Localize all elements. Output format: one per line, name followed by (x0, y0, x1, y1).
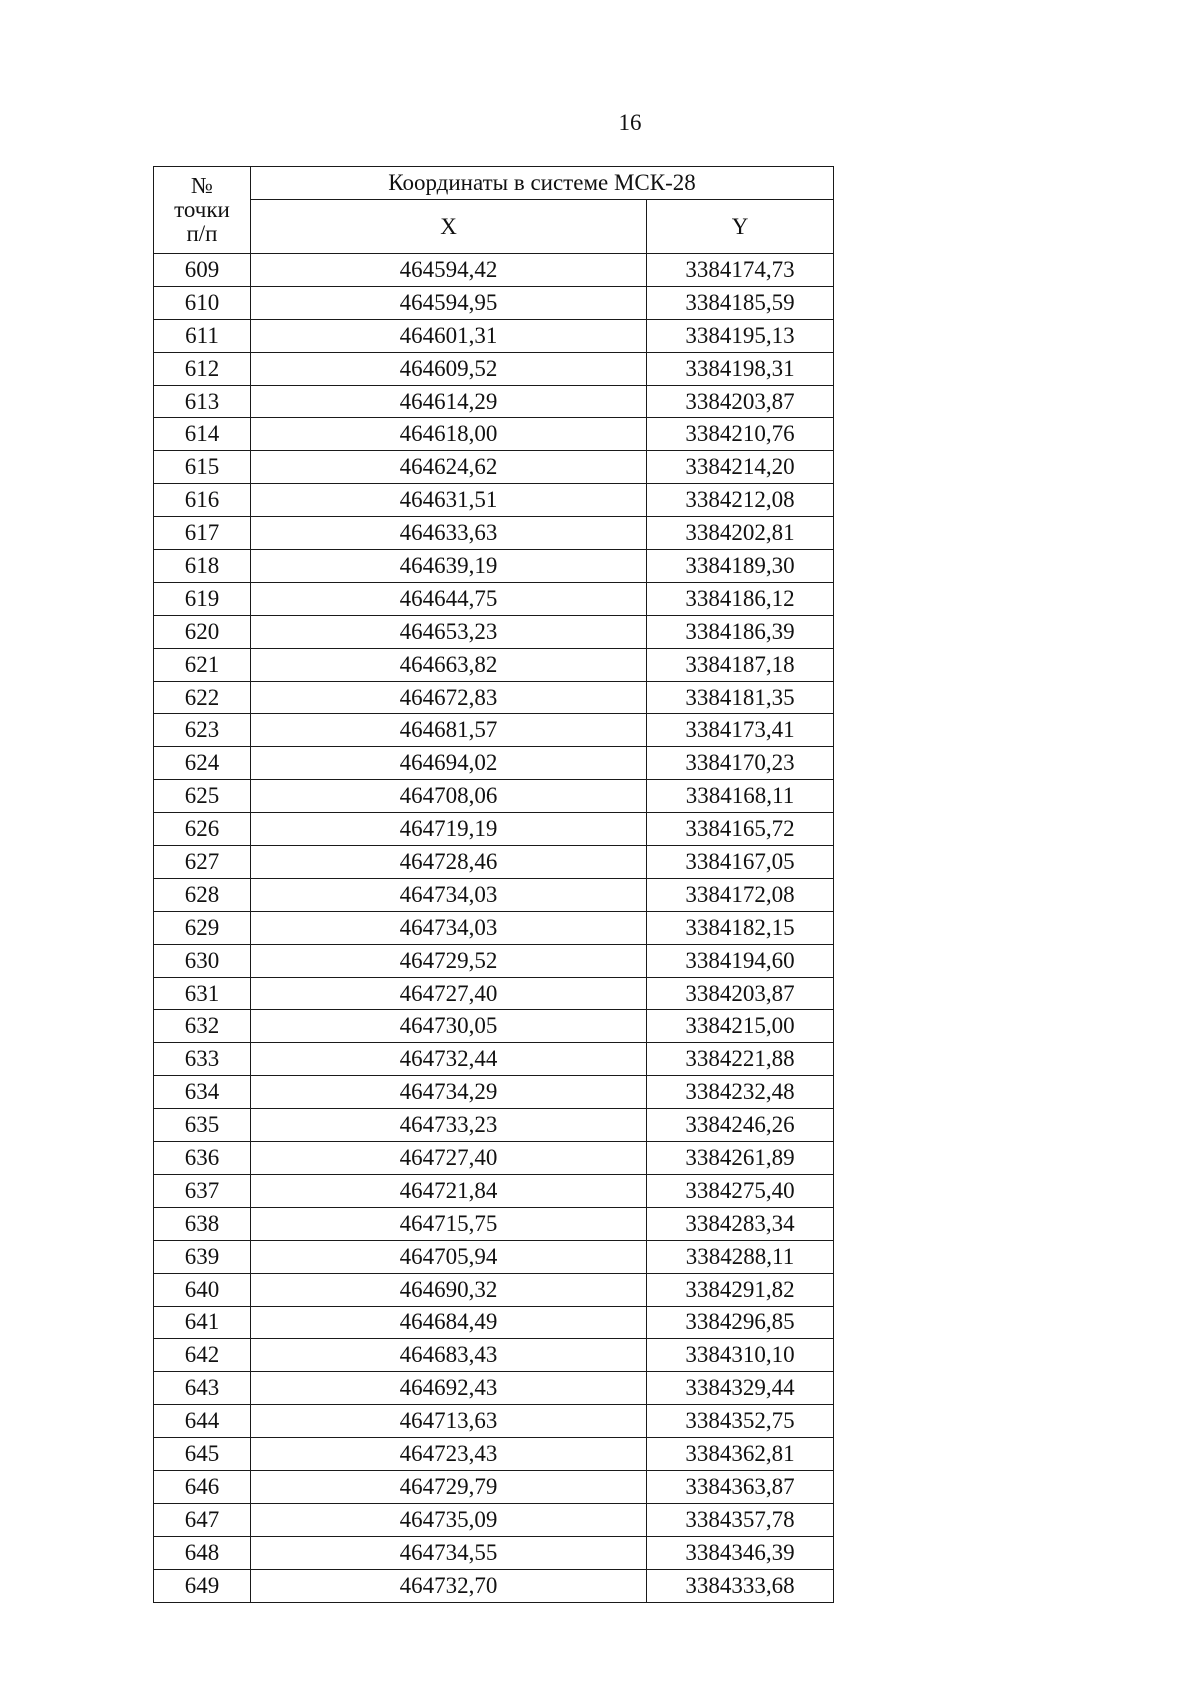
table-row (154, 1503, 834, 1536)
table-row (154, 319, 834, 352)
table-row (154, 747, 834, 780)
point-number-cell: 616 (154, 484, 251, 517)
page-number: 16 (618, 110, 642, 135)
x-coordinate-cell: 464719,19 (251, 813, 647, 846)
table-row (154, 878, 834, 911)
x-coordinate-cell: 464663,82 (251, 648, 647, 681)
y-coordinate-cell: 3384198,31 (647, 352, 834, 385)
y-coordinate-cell: 3384310,10 (647, 1339, 834, 1372)
x-coordinate-cell: 464618,00 (251, 418, 647, 451)
table-row (154, 352, 834, 385)
point-number-cell: 641 (154, 1306, 251, 1339)
x-coordinate-cell: 464733,23 (251, 1109, 647, 1142)
x-coordinate-cell: 464708,06 (251, 780, 647, 813)
x-coordinate-cell: 464614,29 (251, 385, 647, 418)
x-coordinate-cell: 464692,43 (251, 1372, 647, 1405)
y-coordinate-cell: 3384221,88 (647, 1043, 834, 1076)
x-coordinate-cell: 464594,42 (251, 254, 647, 287)
y-coordinate-cell: 3384215,00 (647, 1010, 834, 1043)
y-coordinate-cell: 3384174,73 (647, 254, 834, 287)
table-row (154, 846, 834, 879)
point-number-cell: 644 (154, 1405, 251, 1438)
x-coordinate-cell: 464705,94 (251, 1240, 647, 1273)
table-row (154, 385, 834, 418)
point-number-header-line1: № (191, 173, 213, 198)
table-row (154, 1207, 834, 1240)
y-coordinate-cell: 3384168,11 (647, 780, 834, 813)
y-coordinate-cell: 3384352,75 (647, 1405, 834, 1438)
point-number-cell: 618 (154, 550, 251, 583)
point-number-cell: 642 (154, 1339, 251, 1372)
table-row (154, 1470, 834, 1503)
table-body (154, 254, 834, 1603)
y-coordinate-cell: 3384182,15 (647, 911, 834, 944)
y-coordinate-cell: 3384203,87 (647, 385, 834, 418)
point-number-header-line2: точки (174, 197, 230, 222)
table-row (154, 418, 834, 451)
point-number-cell: 613 (154, 385, 251, 418)
table-row (154, 1536, 834, 1569)
y-coordinate-cell: 3384170,23 (647, 747, 834, 780)
point-number-cell: 640 (154, 1273, 251, 1306)
x-coordinate-cell: 464734,55 (251, 1536, 647, 1569)
table-row (154, 550, 834, 583)
table-row (154, 1076, 834, 1109)
point-number-cell: 649 (154, 1569, 251, 1602)
y-coordinate-cell: 3384173,41 (647, 714, 834, 747)
table-row (154, 1010, 834, 1043)
table-row (154, 1174, 834, 1207)
point-number-cell: 627 (154, 846, 251, 879)
point-number-cell: 624 (154, 747, 251, 780)
point-number-cell: 621 (154, 648, 251, 681)
point-number-cell: 648 (154, 1536, 251, 1569)
table-row (154, 517, 834, 550)
point-number-cell: 636 (154, 1142, 251, 1175)
point-number-header-line3: п/п (186, 221, 218, 246)
y-coordinate-cell: 3384194,60 (647, 944, 834, 977)
y-coordinate-cell: 3384283,34 (647, 1207, 834, 1240)
point-number-cell: 622 (154, 681, 251, 714)
point-number-cell: 646 (154, 1470, 251, 1503)
x-column-header: X (251, 200, 647, 254)
table-row (154, 1306, 834, 1339)
x-coordinate-cell: 464633,63 (251, 517, 647, 550)
x-coordinate-cell: 464723,43 (251, 1438, 647, 1471)
point-number-cell: 620 (154, 615, 251, 648)
y-coordinate-cell: 3384346,39 (647, 1536, 834, 1569)
point-number-cell: 631 (154, 977, 251, 1010)
y-coordinate-cell: 3384214,20 (647, 451, 834, 484)
table-row (154, 1405, 834, 1438)
y-coordinate-cell: 3384202,81 (647, 517, 834, 550)
y-coordinate-cell: 3384275,40 (647, 1174, 834, 1207)
point-number-cell: 630 (154, 944, 251, 977)
x-coordinate-cell: 464713,63 (251, 1405, 647, 1438)
point-number-cell: 639 (154, 1240, 251, 1273)
point-number-cell: 645 (154, 1438, 251, 1471)
y-coordinate-cell: 3384186,39 (647, 615, 834, 648)
y-coordinate-cell: 3384261,89 (647, 1142, 834, 1175)
x-coordinate-cell: 464631,51 (251, 484, 647, 517)
x-coordinate-cell: 464729,79 (251, 1470, 647, 1503)
y-coordinate-cell: 3384246,26 (647, 1109, 834, 1142)
x-coordinate-cell: 464672,83 (251, 681, 647, 714)
x-coordinate-cell: 464609,52 (251, 352, 647, 385)
x-coordinate-cell: 464601,31 (251, 319, 647, 352)
table-row (154, 582, 834, 615)
y-coordinate-cell: 3384288,11 (647, 1240, 834, 1273)
coordinates-table (153, 166, 834, 1603)
x-coordinate-cell: 464734,03 (251, 911, 647, 944)
y-coordinate-cell: 3384167,05 (647, 846, 834, 879)
point-number-cell: 626 (154, 813, 251, 846)
table-row (154, 484, 834, 517)
y-coordinate-cell: 3384232,48 (647, 1076, 834, 1109)
table-row (154, 944, 834, 977)
point-number-cell: 623 (154, 714, 251, 747)
point-number-cell: 638 (154, 1207, 251, 1240)
table-row (154, 1438, 834, 1471)
x-coordinate-cell: 464734,29 (251, 1076, 647, 1109)
point-number-header (154, 167, 251, 254)
point-number-cell: 625 (154, 780, 251, 813)
x-coordinate-cell: 464729,52 (251, 944, 647, 977)
x-coordinate-cell: 464690,32 (251, 1273, 647, 1306)
table-header (154, 167, 834, 254)
table-row (154, 813, 834, 846)
table-row (154, 714, 834, 747)
x-coordinate-cell: 464734,03 (251, 878, 647, 911)
point-number-cell: 609 (154, 254, 251, 287)
point-number-cell: 628 (154, 878, 251, 911)
point-number-cell: 634 (154, 1076, 251, 1109)
x-coordinate-cell: 464728,46 (251, 846, 647, 879)
x-coordinate-cell: 464653,23 (251, 615, 647, 648)
x-coordinate-cell: 464730,05 (251, 1010, 647, 1043)
y-coordinate-cell: 3384185,59 (647, 286, 834, 319)
table-row (154, 1142, 834, 1175)
x-coordinate-cell: 464694,02 (251, 747, 647, 780)
y-coordinate-cell: 3384363,87 (647, 1470, 834, 1503)
y-coordinate-cell: 3384357,78 (647, 1503, 834, 1536)
table-row (154, 615, 834, 648)
x-coordinate-cell: 464727,40 (251, 1142, 647, 1175)
point-number-cell: 647 (154, 1503, 251, 1536)
x-coordinate-cell: 464732,70 (251, 1569, 647, 1602)
table-row (154, 254, 834, 287)
y-coordinate-cell: 3384165,72 (647, 813, 834, 846)
point-number-cell: 635 (154, 1109, 251, 1142)
point-number-cell: 612 (154, 352, 251, 385)
table-row (154, 911, 834, 944)
y-coordinate-cell: 3384189,30 (647, 550, 834, 583)
y-column-header: Y (647, 200, 834, 254)
y-coordinate-cell: 3384203,87 (647, 977, 834, 1010)
y-coordinate-cell: 3384333,68 (647, 1569, 834, 1602)
point-number-cell: 614 (154, 418, 251, 451)
coordinate-system-header: Координаты в системе МСК-28 (251, 167, 834, 200)
x-coordinate-cell: 464639,19 (251, 550, 647, 583)
point-number-cell: 619 (154, 582, 251, 615)
point-number-cell: 637 (154, 1174, 251, 1207)
point-number-cell: 617 (154, 517, 251, 550)
table-row (154, 780, 834, 813)
y-coordinate-cell: 3384186,12 (647, 582, 834, 615)
table-row (154, 1273, 834, 1306)
point-number-cell: 632 (154, 1010, 251, 1043)
y-coordinate-cell: 3384291,82 (647, 1273, 834, 1306)
table-row (154, 286, 834, 319)
y-coordinate-cell: 3384195,13 (647, 319, 834, 352)
y-coordinate-cell: 3384362,81 (647, 1438, 834, 1471)
table-row (154, 1339, 834, 1372)
x-coordinate-cell: 464644,75 (251, 582, 647, 615)
y-coordinate-cell: 3384181,35 (647, 681, 834, 714)
table-row (154, 977, 834, 1010)
y-coordinate-cell: 3384172,08 (647, 878, 834, 911)
x-coordinate-cell: 464727,40 (251, 977, 647, 1010)
x-coordinate-cell: 464735,09 (251, 1503, 647, 1536)
point-number-cell: 629 (154, 911, 251, 944)
point-number-cell: 643 (154, 1372, 251, 1405)
point-number-cell: 615 (154, 451, 251, 484)
table-row (154, 1043, 834, 1076)
y-coordinate-cell: 3384187,18 (647, 648, 834, 681)
x-coordinate-cell: 464683,43 (251, 1339, 647, 1372)
y-coordinate-cell: 3384329,44 (647, 1372, 834, 1405)
y-coordinate-cell: 3384212,08 (647, 484, 834, 517)
point-number-cell: 611 (154, 319, 251, 352)
table-row (154, 681, 834, 714)
x-coordinate-cell: 464594,95 (251, 286, 647, 319)
x-coordinate-cell: 464681,57 (251, 714, 647, 747)
y-coordinate-cell: 3384210,76 (647, 418, 834, 451)
point-number-cell: 633 (154, 1043, 251, 1076)
x-coordinate-cell: 464721,84 (251, 1174, 647, 1207)
x-coordinate-cell: 464732,44 (251, 1043, 647, 1076)
y-coordinate-cell: 3384296,85 (647, 1306, 834, 1339)
table-row (154, 1372, 834, 1405)
point-number-cell: 610 (154, 286, 251, 319)
x-coordinate-cell: 464715,75 (251, 1207, 647, 1240)
x-coordinate-cell: 464684,49 (251, 1306, 647, 1339)
table-row (154, 1240, 834, 1273)
x-coordinate-cell: 464624,62 (251, 451, 647, 484)
table-row (154, 1109, 834, 1142)
table-row (154, 648, 834, 681)
table-row (154, 451, 834, 484)
table-row (154, 1569, 834, 1602)
